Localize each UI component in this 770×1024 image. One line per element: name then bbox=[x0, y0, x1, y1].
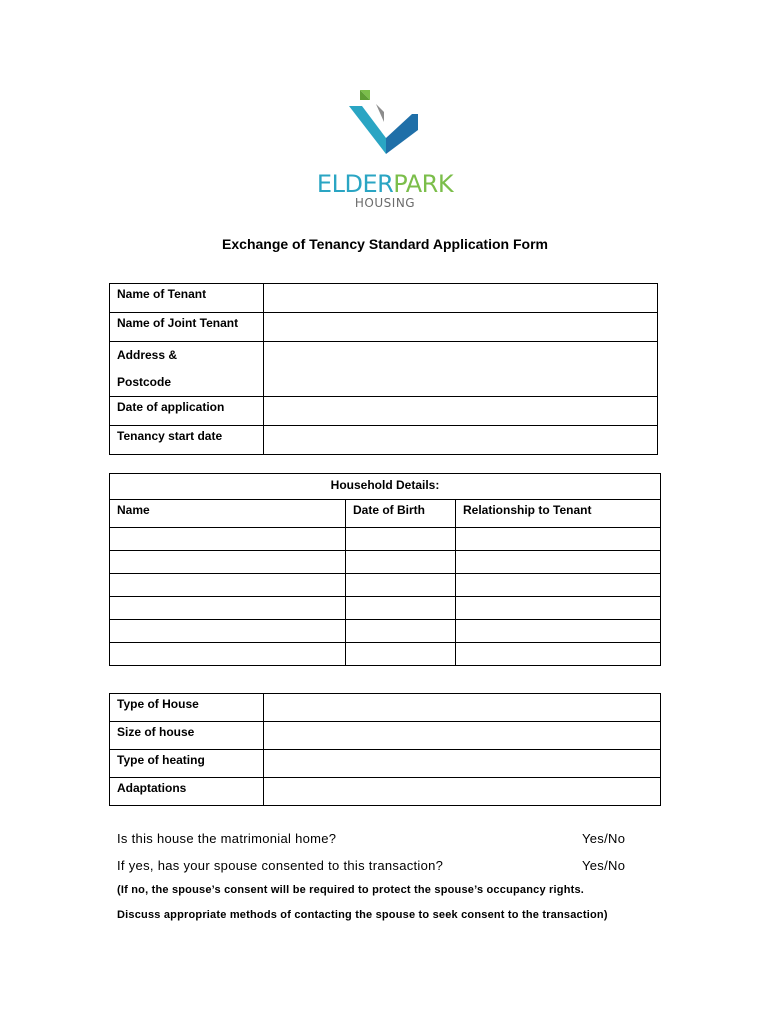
date-of-application-input[interactable] bbox=[264, 397, 658, 426]
spouse-consent-answer[interactable]: Yes/No bbox=[582, 858, 626, 873]
field-label: Type of heating bbox=[110, 750, 264, 778]
column-header-relationship: Relationship to Tenant bbox=[456, 500, 661, 528]
house-details-table bbox=[109, 693, 661, 806]
household-details-table bbox=[109, 473, 661, 666]
matrimonial-home-answer[interactable]: Yes/No bbox=[582, 831, 626, 846]
household-relationship-cell[interactable] bbox=[456, 528, 661, 551]
household-dob-cell[interactable] bbox=[346, 574, 456, 597]
tenant-name-input[interactable] bbox=[264, 284, 658, 313]
field-label: Adaptations bbox=[110, 778, 264, 806]
household-relationship-cell[interactable] bbox=[456, 551, 661, 574]
table-row bbox=[110, 620, 661, 643]
table-row bbox=[110, 528, 661, 551]
household-dob-cell[interactable] bbox=[346, 597, 456, 620]
household-name-cell[interactable] bbox=[110, 528, 346, 551]
column-header-name: Name bbox=[110, 500, 346, 528]
spouse-consent-question: If yes, has your spouse consented to this transaction? bbox=[117, 858, 444, 873]
tenancy-start-date-input[interactable] bbox=[264, 426, 658, 455]
household-dob-cell[interactable] bbox=[346, 620, 456, 643]
field-label: Address & Postcode bbox=[110, 342, 264, 397]
column-header-dob: Date of Birth bbox=[346, 500, 456, 528]
field-label: Name of Joint Tenant bbox=[110, 313, 264, 342]
consent-note-line-1: (If no, the spouse’s consent will be required to protect the spouse’s occupancy rights. bbox=[117, 884, 585, 896]
household-name-cell[interactable] bbox=[110, 643, 346, 666]
logo-wordmark: ELDERPARK bbox=[316, 170, 454, 198]
size-of-house-input[interactable] bbox=[264, 722, 661, 750]
joint-tenant-name-input[interactable] bbox=[264, 313, 658, 342]
consent-note-line-2: Discuss appropriate methods of contacting the spouse to seek consent to the transaction) bbox=[117, 909, 608, 921]
logo-mark-icon bbox=[346, 86, 426, 166]
form-title: Exchange of Tenancy Standard Application Form bbox=[222, 236, 548, 252]
household-name-cell[interactable] bbox=[110, 620, 346, 643]
household-dob-cell[interactable] bbox=[346, 528, 456, 551]
type-of-heating-input[interactable] bbox=[264, 750, 661, 778]
household-name-cell[interactable] bbox=[110, 597, 346, 620]
tenant-details-table bbox=[109, 283, 658, 455]
table-row bbox=[110, 551, 661, 574]
household-relationship-cell[interactable] bbox=[456, 620, 661, 643]
table-row bbox=[110, 643, 661, 666]
adaptations-input[interactable] bbox=[264, 778, 661, 806]
field-label: Name of Tenant bbox=[110, 284, 264, 313]
table-row bbox=[110, 597, 661, 620]
logo-subtitle: HOUSING bbox=[354, 196, 416, 210]
household-relationship-cell[interactable] bbox=[456, 597, 661, 620]
elderpark-logo bbox=[300, 86, 470, 216]
matrimonial-home-question: Is this house the matrimonial home? bbox=[117, 831, 337, 846]
household-dob-cell[interactable] bbox=[346, 643, 456, 666]
household-name-cell[interactable] bbox=[110, 574, 346, 597]
household-relationship-cell[interactable] bbox=[456, 643, 661, 666]
household-name-cell[interactable] bbox=[110, 551, 346, 574]
household-heading: Household Details: bbox=[110, 474, 661, 500]
household-dob-cell[interactable] bbox=[346, 551, 456, 574]
address-postcode-input[interactable] bbox=[264, 342, 658, 397]
table-row bbox=[110, 574, 661, 597]
household-relationship-cell[interactable] bbox=[456, 574, 661, 597]
field-label: Tenancy start date bbox=[110, 426, 264, 455]
field-label: Type of House bbox=[110, 694, 264, 722]
type-of-house-input[interactable] bbox=[264, 694, 661, 722]
field-label: Size of house bbox=[110, 722, 264, 750]
field-label: Date of application bbox=[110, 397, 264, 426]
